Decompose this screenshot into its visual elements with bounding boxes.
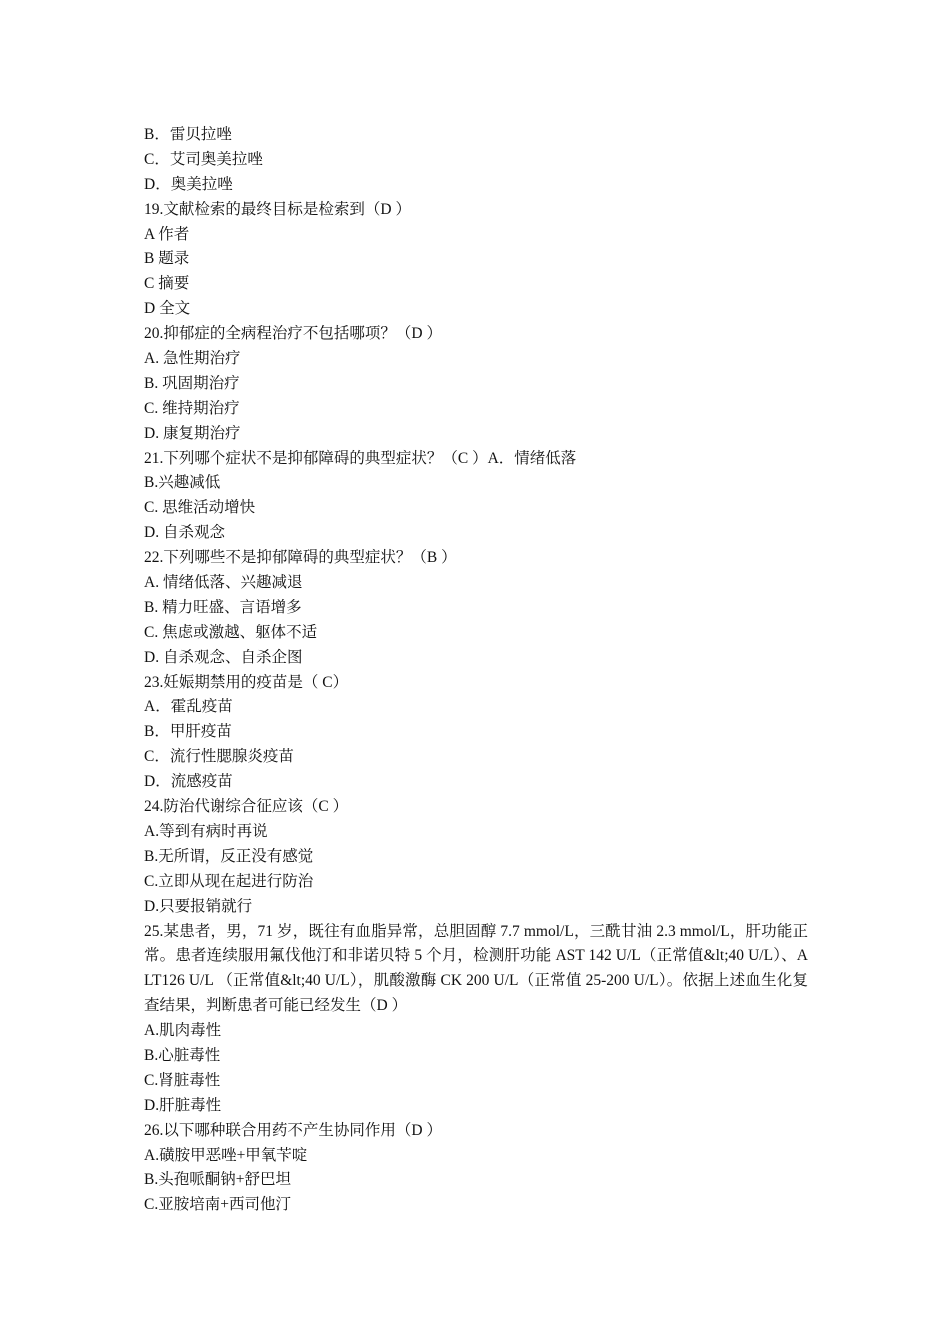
text-line: C．流行性腮腺炎疫苗: [144, 748, 294, 766]
text-line: A.等到有病时再说: [144, 822, 268, 840]
text-line: C. 思维活动增快: [144, 499, 256, 517]
question-20: 20.抑郁症的全病程治疗不包括哪项？（D ）: [144, 325, 442, 343]
text-line: B. 巩固期治疗: [144, 374, 240, 392]
text-line: C. 维持期治疗: [144, 399, 240, 417]
question-26: 26.以下哪种联合用药不产生协同作用（D ）: [144, 1121, 442, 1139]
text-line: C.立即从现在起进行防治: [144, 872, 314, 890]
question-19: 19.文献检索的最终目标是检索到（D ）: [144, 200, 411, 218]
text-line: B.兴趣减低: [144, 474, 221, 492]
text-line: B. 精力旺盛、言语增多: [144, 598, 302, 616]
document-page: [144, 123, 808, 1218]
text-line: C．艾司奥美拉唑: [144, 150, 263, 168]
text-line: B．雷贝拉唑: [144, 126, 232, 143]
question-23: 23.妊娠期禁用的疫苗是（ C）: [144, 673, 349, 691]
text-line: A. 情绪低落、兴趣减退: [144, 574, 303, 592]
text-line: A. 急性期治疗: [144, 350, 241, 368]
text-line: A.肌肉毒性: [144, 1022, 222, 1040]
text-line: D 全文: [144, 300, 191, 318]
text-line: D.肝脏毒性: [144, 1096, 222, 1114]
text-line: D. 自杀观念、自杀企图: [144, 648, 303, 666]
text-line: C.肾脏毒性: [144, 1071, 221, 1089]
text-line: C 摘要: [144, 275, 190, 293]
text-block-1: [144, 123, 808, 920]
question-22: 22.下列哪些不是抑郁障碍的典型症状？（B ）: [144, 549, 457, 567]
question-21: 21.下列哪个症状不是抑郁障碍的典型症状？（C ）A．情绪低落: [144, 449, 577, 467]
text-line: B.心脏毒性: [144, 1047, 221, 1065]
text-line: B.无所谓，反正没有感觉: [144, 847, 314, 865]
text-line: A．霍乱疫苗: [144, 698, 233, 716]
text-block-2: [144, 1019, 808, 1218]
text-line: C.亚胺培南+西司他汀: [144, 1196, 291, 1214]
text-line: B 题录: [144, 250, 190, 268]
question-24: 24.防治代谢综合征应该（C ）: [144, 798, 349, 816]
text-line: D. 自杀观念: [144, 524, 225, 542]
question-25: 25.某患者，男，71 岁，既往有血脂异常，总胆固醇 7.7 mmol/L，三酰甘油 2.3 mmol/L，肝功能正常。患者连续服用氟伐他汀和非诺贝特 5 个月，检测肝功能 AST 142 U/L（正常值&lt;40 U/L）、ALT126 U/L （正常值&lt;40 U/L），肌酸激酶 CK 200 U/L（正常值 25-200 U/L）。依据上述血生化复查结果，判断患者可能已经发生（D ）: [144, 922, 808, 1015]
text-line: A.磺胺甲恶唑+甲氧苄啶: [144, 1146, 308, 1164]
text-line: B.头孢哌酮钠+舒巴坦: [144, 1171, 291, 1189]
text-line: D. 康复期治疗: [144, 424, 241, 442]
text-line: A 作者: [144, 225, 190, 243]
text-line: D．奥美拉唑: [144, 175, 233, 193]
text-line: D．流感疫苗: [144, 773, 233, 791]
text-line: C. 焦虑或激越、躯体不适: [144, 623, 318, 641]
text-line: D.只要报销就行: [144, 897, 253, 915]
text-line: B．甲肝疫苗: [144, 723, 232, 741]
